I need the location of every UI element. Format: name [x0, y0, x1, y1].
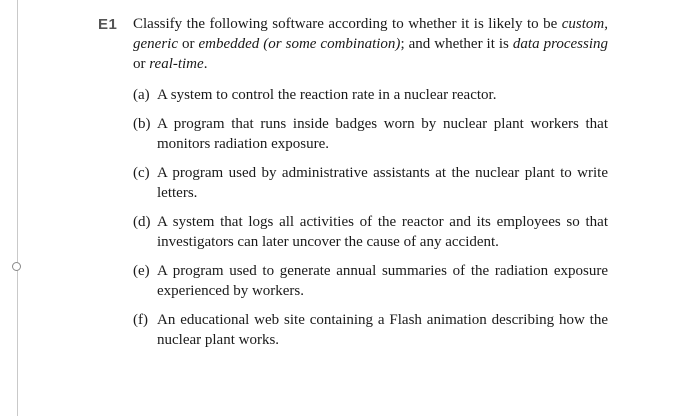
term-real-time: real-time — [149, 56, 204, 72]
item-text: A program that runs inside badges worn by nuclear plant workers that monitors radiation exposure. — [157, 116, 608, 152]
intro-text-2: , — [604, 16, 608, 32]
intro-text-4: ; and whether it is — [400, 36, 513, 52]
item-marker: (a) — [133, 87, 150, 103]
intro-text-6: . — [203, 56, 208, 72]
margin-circle-marker — [12, 262, 21, 271]
term-embedded: embedded (or some combination) — [198, 36, 401, 52]
intro-text-1: Classify the following software according to whether it is likely to be — [133, 16, 562, 32]
item-text: A program used to generate annual summaries of the radiation exposure experienced by workers. — [157, 263, 608, 299]
exercise-item-e — [133, 261, 608, 301]
exercise-item-d — [133, 212, 608, 252]
exercise-items-list — [133, 85, 608, 350]
item-marker: (c) — [133, 165, 150, 181]
item-text: A program used by administrative assistants at the nuclear plant to write letters. — [157, 165, 608, 201]
term-data-processing: data processing — [512, 36, 609, 52]
exercise-block — [98, 14, 608, 359]
page-margin-line — [17, 0, 18, 416]
exercise-item-f — [133, 310, 608, 350]
term-custom: custom — [561, 16, 605, 32]
exercise-item-c — [133, 163, 608, 203]
exercise-intro — [133, 14, 608, 74]
intro-text-3: or — [177, 36, 199, 52]
item-marker: (b) — [133, 116, 151, 132]
item-marker: (f) — [133, 312, 148, 328]
item-marker: (d) — [133, 214, 151, 230]
item-text: A system that logs all activities of the reactor and its employees so that investigators can later uncover the cause of any accident. — [157, 214, 608, 250]
term-generic: generic — [133, 36, 178, 52]
intro-text-5: or — [133, 56, 150, 72]
item-text: A system to control the reaction rate in a nuclear reactor. — [157, 87, 497, 103]
exercise-label: E1 — [98, 16, 118, 33]
exercise-item-b — [133, 114, 608, 154]
exercise-body — [133, 14, 608, 350]
item-text: An educational web site containing a Flash animation describing how the nuclear plant works. — [157, 312, 608, 348]
item-marker: (e) — [133, 263, 150, 279]
exercise-item-a — [133, 85, 608, 105]
